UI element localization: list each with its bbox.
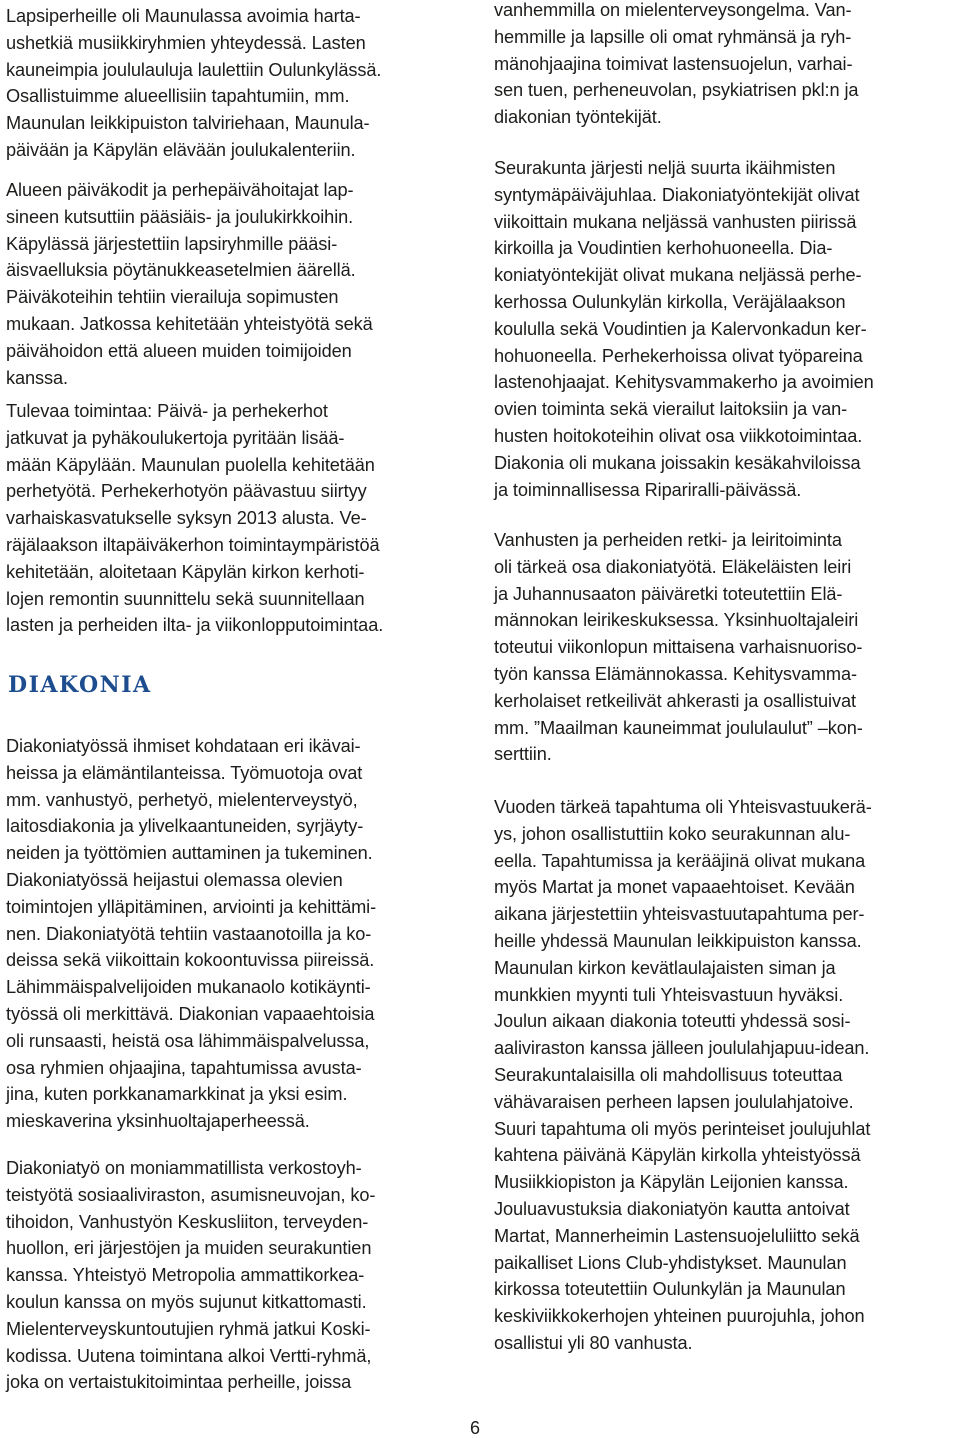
paragraph-elderly-birthdays: Seurakunta järjesti neljä suurta ikäihmisten syntymäpäiväjuhlaa. Diakoniatyöntekijät olivat viikoittain mukana neljässä vanhusten piirissä kirkoilla ja Voudintien kerhohuoneella. Dia- koniatyöntekijät olivat mukana neljässä perhe- kerhossa Oulunkylän kirkolla, Veräjälaakson koululla sekä Voudintien ja Kalervonkadun ker- hohuoneella. Perhekerhoissa olivat työpareina lastenohjaajat. Kehitysvammakerho ja avoimien ovien toiminta sekä vierailut laitoksiin ja van- husten hoitokoteihin olivat osa viikkotoimintaa. Diakonia oli mukana joissakin kesäkahviloissa ja toiminnallisessa Riparirallі-päivässä. bbox=[494, 158, 874, 500]
paragraph-daycare: Alueen päiväkodit ja perhepäivähoitajat lap- sineen kutsuttiin pääsiäis- ja joulukirkkoihin. Käpylässä järjestettiin lapsiryhmille pääsi- äisvaelluksia pöytänukkeasetelmien äärellä. Päiväkoteihin tehtiin vierailuja sopimusten mukaan. Jatkossa kehitetään yhteistyötä sekä päivähoidon että alueen muiden toimijoiden kanssa. bbox=[6, 180, 373, 388]
paragraph-yhteisvastuu: Vuoden tärkeä tapahtuma oli Yhteisvastuukerä- ys, johon osallistuttiin koko seurakunnan alu- eella. Tapahtumissa ja kerääjinä olivat mukana myös Martat ja monet vapaaehtoiset. Kevään aikana järjestettiin yhteisvastuutapahtuma per- heille yhdessä Maunulan leikkipuiston kanssa. Maunulan kirkon kevätlaulajaisten siman ja munkkien myynti tuli Yhteisvastuun hyväksi. Joulun aikaan diakonia toteutti yhdessä sosi- aaliviraston kanssa jälleen joululahjapuu-idean. Seurakuntalaisilla oli mahdollisuus toteuttaa vähävaraisen perheen lapsen joululahjatoive. Suuri tapahtuma oli myös perinteiset joulujuhlat kahtena päivänä Käpylän kirkolla yhteistyössä Musiikkiopiston ja Käpylän Leijonien kanssa. Jouluavustuksia diakoniatyön kautta antoivat Martat, Mannerheimin Lastensuojeluliitto sekä paikalliset Lions Club-yhdistykset. Maunulan kirkossa toteutettiin Oulunkylän ja Maunulan keskiviikkokerhojen yhteinen puurojuhla, johon osallistui yli 80 vanhusta. bbox=[494, 797, 872, 1353]
paragraph-network-cooperation: Diakoniatyö on moniammatillista verkostoyh- teistyötä sosiaaliviraston, asumisneuvojan, ko- tihoidon, Vanhustyön Keskusliiton, terveyden- huollon, eri järjestöjen ja muiden seurakuntien kanssa. Yhteistyö Metropolia ammattikorkea- koulun kanssa on myös sujunut kitkattomasti. Mielenterveyskuntoutujien ryhmä jatkui Koski- kodissa. Uutena toimintana alkoi Vertti-ryhmä, joka on vertaistukitoimintaa perheille, joissa bbox=[6, 1158, 376, 1393]
paragraph-family-events: Lapsiperheille oli Maunulassa avoimia harta- ushetkiä musiikkiryhmien yhteydessä. Lasten kauneimpia joululauluja laulettiin Oulunkylässä. Osallistuimme alueellisiin tapahtumiin, mm. Maunulan leikkipuiston talviriehaan, Maunula- päivään ja Käpylän elävään joulukalenteriin. bbox=[6, 6, 382, 160]
paragraph-mental-health-groups: vanhemmilla on mielenterveysongelma. Van- hemmille ja lapsille oli omat ryhmänsä ja ryh- mänohjaajina toimivat lastensuojelun, varhai- sen tuen, perheneuvolan, psykiatrisen pkl:n ja diakonian työntekijät. bbox=[494, 0, 859, 128]
page-number: 6 bbox=[470, 1418, 481, 1438]
paragraph-diakonia-intro: Diakoniatyössä ihmiset kohdataan eri ikävai- heissa ja elämäntilanteissa. Työmuotoja ovat mm. vanhustyö, perhetyö, mielenterveystyö, laitosdiakonia ja ylivelkaantuneiden, syrjäyty- neiden ja työttömien auttaminen ja tukeminen. Diakoniatyössä heijastui olemassa olevien toimintojen ylläpitäminen, arviointi ja kehittämi- nen. Diakoniatyötä tehtiin vastaanotoilla ja ko- deissa sekä viikoittain kokoontuvissa piireissä. Lähimmäispalvelijoiden mukanaolo kotikäynti- työssä oli merkittävä. Diakonian vapaaehtoisia oli runsaasti, heistä osa lähimmäispalvelussa, osa ryhmien ohjaajina, tapahtumissa avusta- jina, kuten porkkanamarkkinat ja yksi esim. mieskaverina yksinhuoltajaperheessä. bbox=[6, 736, 377, 1132]
section-heading-diakonia: DIAKONIA bbox=[8, 672, 152, 698]
paragraph-future-activity: Tulevaa toimintaa: Päivä- ja perhekerhot jatkuvat ja pyhäkoulukertoja pyritään lisää- mään Käpylään. Maunulan puolella kehitetään perhetyötä. Perhekerhotyön päävastuu siirtyy varhaiskasvatukselle syksyn 2013 alusta. Ve- räjälaakson iltapäiväkerhon toimintaympäristöä kehitetään, aloitetaan Käpylän kirkon kerhoti- lojen remontin suunnittelu sekä suunnitellaan lasten ja perheiden ilta- ja viikonlopputoimintaa. bbox=[6, 401, 384, 636]
paragraph-camps: Vanhusten ja perheiden retki- ja leiritoiminta oli tärkeä osa diakoniatyötä. Eläkeläisten leiri ja Juhannusaaton päiväretki toteutettiin Elä- männokan leirikeskuksessa. Yksinhuoltajaleiri toteutui viikonlopun mittaisena varhaisnuoriso- työn kanssa Elämännokassa. Kehitysvamma- kerholaiset retkeilivät ahkerasti ja osallistuivat mm. ”Maailman kauneimmat joululaulut” –kon- serttiin. bbox=[494, 530, 863, 765]
